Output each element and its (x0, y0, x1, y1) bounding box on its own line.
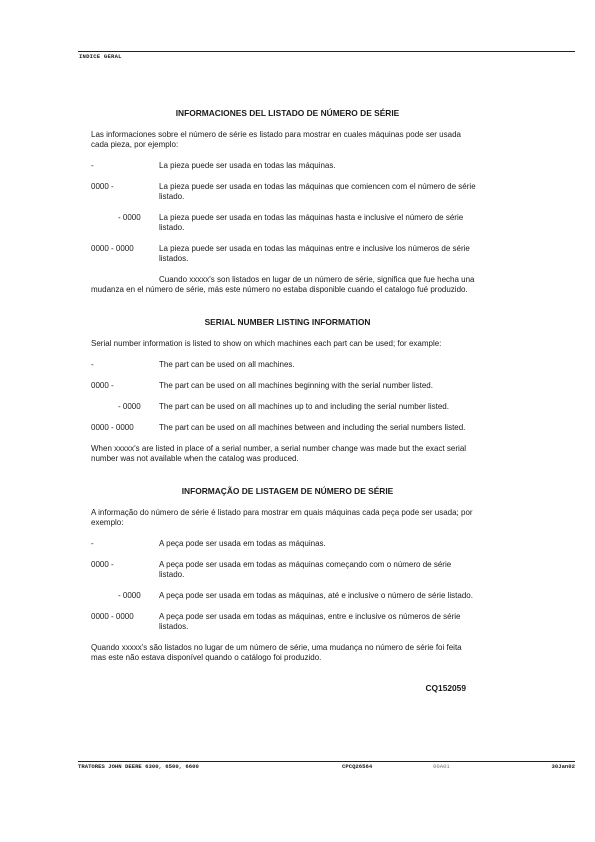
serial-code: - 0000 (118, 591, 141, 600)
section-title: SERIAL NUMBER LISTING INFORMATION (204, 317, 371, 327)
footer-rule (78, 761, 575, 762)
footer-catalog-code: CPCQ26564 (342, 763, 373, 770)
serial-description: The part can be used on all machines up to and including the serial number listed. (159, 402, 449, 411)
serial-code: - (91, 539, 94, 548)
serial-entry (91, 213, 478, 233)
section-spanish (91, 108, 478, 295)
header-rule (78, 51, 575, 52)
serial-code: 0000 - (91, 182, 114, 191)
serial-entry (91, 539, 478, 549)
serial-entry (91, 381, 478, 391)
serial-entry (91, 591, 478, 601)
section-note: Cuando xxxxx's son listados en lugar de un número de série, significa que fue hecha una mudanza en el número de série, más este número no estaba disponible cuando el catalogo fué produzido. (91, 275, 475, 294)
serial-entry (91, 402, 478, 412)
serial-description: La pieza puede ser usada en todas las máquinas hasta e inclusive el número de série listado. (159, 213, 464, 232)
serial-code: 0000 - 0000 (91, 612, 134, 621)
serial-code: - 0000 (118, 213, 141, 222)
footer-page-number: 00A01 (433, 763, 450, 770)
section-note: Quando xxxxx's são listados no lugar de um número de série, uma mudança no número de série foi feita mas este não estava disponível quando o catálogo foi produzido. (91, 643, 462, 662)
serial-description: A peça pode ser usada em todas as máquinas, entre e inclusive os números de série listados. (159, 612, 461, 631)
serial-code: 0000 - (91, 381, 114, 390)
serial-entry (91, 161, 478, 171)
section-intro: Las informaciones sobre el número de série es listado para mostrar en cuales máquinas pode ser usada cada pieza, por ejemplo: (91, 130, 461, 149)
serial-code: - 0000 (118, 402, 141, 411)
serial-code: 0000 - 0000 (91, 244, 134, 253)
serial-entry (91, 360, 478, 370)
section-title: INFORMAÇÃO DE LISTAGEM DE NÚMERO DE SÉRIE (181, 486, 394, 496)
serial-description: A peça pode ser usada em todas as máquinas, até e inclusive o número de série listado. (159, 591, 473, 600)
serial-description: La pieza puede ser usada en todas las máquinas. (159, 161, 336, 170)
header-label: INDICE GERAL (79, 53, 122, 60)
page-content (91, 108, 478, 693)
serial-code: - (91, 161, 94, 170)
section-title: INFORMACIONES DEL LISTADO DE NÚMERO DE SÉRIE (175, 108, 400, 118)
figure-id: CQ152059 (425, 683, 466, 693)
serial-entry (91, 423, 478, 433)
serial-entry (91, 612, 478, 632)
serial-description: The part can be used on all machines beginning with the serial number listed. (159, 381, 433, 390)
section-portuguese (91, 486, 478, 663)
serial-description: A peça pode ser usada em todas as máquinas. (159, 539, 326, 548)
serial-code: 0000 - (91, 560, 114, 569)
serial-entry (91, 560, 478, 580)
page-footer (78, 763, 575, 773)
serial-description: The part can be used on all machines. (159, 360, 295, 369)
serial-entry (91, 244, 478, 264)
footer-model: TRATORES JOHN DEERE 6300, 6500, 6600 (78, 763, 199, 770)
serial-code: 0000 - 0000 (91, 423, 134, 432)
section-english (91, 317, 478, 464)
section-note: When xxxxx's are listed in place of a serial number, a serial number change was made but the exact serial number was not available when the catalog was produced. (91, 444, 467, 463)
section-intro: A informação do número de série é listado para mostrar em quais máquinas cada peça pode ser usada; por exemplo: (91, 508, 473, 527)
footer-date: 30Jan02 (551, 763, 575, 770)
section-intro: Serial number information is listed to show on which machines each part can be used; for example: (91, 339, 442, 348)
serial-description: La pieza puede ser usada en todas las máquinas entre e inclusive los números de série listados. (159, 244, 470, 263)
serial-code: - (91, 360, 94, 369)
serial-description: La pieza puede ser usada en todas las máquinas que comiencen com el número de série listado. (159, 182, 476, 201)
serial-description: The part can be used on all machines between and including the serial numbers listed. (159, 423, 466, 432)
serial-description: A peça pode ser usada em todas as máquinas começando com o número de série listado. (159, 560, 452, 579)
serial-entry (91, 182, 478, 202)
